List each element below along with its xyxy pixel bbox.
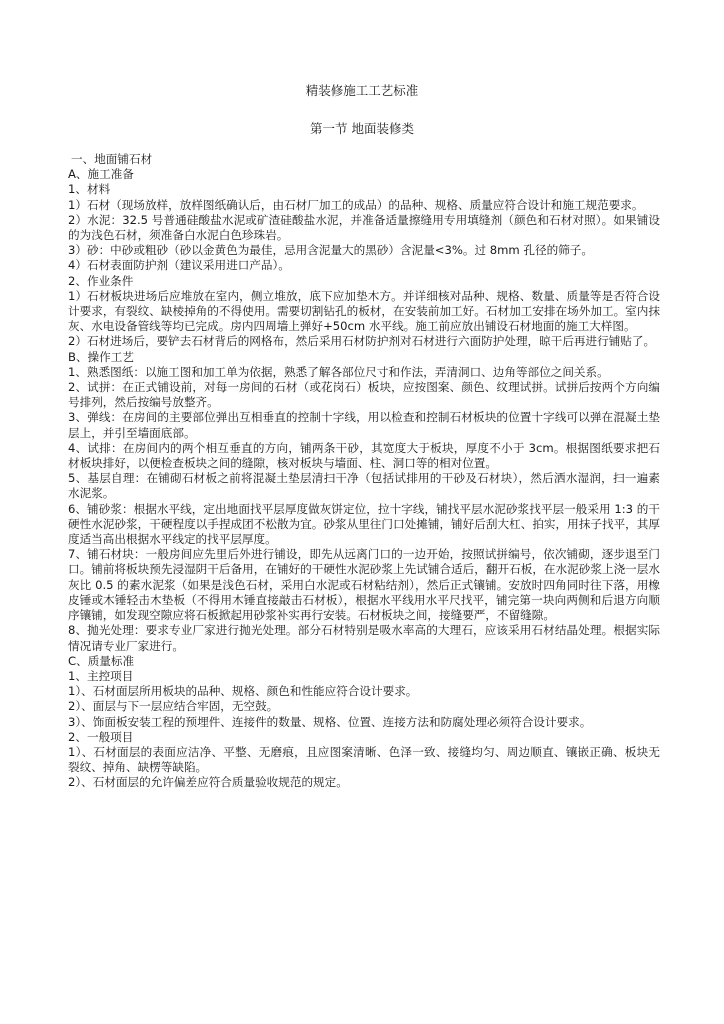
heading-level2: B、操作工艺 <box>68 349 134 364</box>
paragraph: 2）水泥：32.5 号普通硅酸盐水泥或矿渣硅酸盐水泥，并准备适量擦缝用专用填缝剂（颜色和石材对照）。如果铺设的为浅色石材，须准备白水泥白色珍珠岩。 <box>68 212 660 243</box>
document-title: 精装修施工工艺标准 <box>305 83 419 98</box>
document-body <box>68 152 660 791</box>
paragraph: 2）石材进场后，要铲去石材背后的网格布，然后采用石材防护剂对石材进行六面防护处理，晾干后再进行铺贴了。 <box>68 334 656 349</box>
paragraph: 5、基层自理：在铺砌石材板之前将混凝土垫层清扫干净（包括试排用的干砂及石材块），然后洒水湿润，扫一遍素水泥浆。 <box>68 471 660 501</box>
heading-level1: 一、地面铺石材 <box>71 152 153 166</box>
paragraph: 4、试排：在房间内的两个相互垂直的方向，铺两条干砂，其宽度大于板块，厚度不小于 3cm。根据图纸要求把石材板块排好，以便检查板块之间的缝隙，核对板块与墙面、柱、洞口等的相对位置。 <box>68 440 660 471</box>
paragraph: 8、抛光处理：要求专业厂家进行抛光处理。部分石材特别是吸水率高的大理石，应该采用石材结晶处理。根据实际情况请专业厂家进行。 <box>68 623 660 653</box>
heading-level3: 1、材料 <box>68 182 111 197</box>
paragraph: 2）、石材面层的允许偏差应符合质量验收规范的规定。 <box>68 775 348 790</box>
paragraph: 1、熟悉图纸：以施工图和加工单为依据，熟悉了解各部位尺寸和作法，弄清洞口、边角等部位之间关系。 <box>68 364 609 379</box>
paragraph: 1）石材（现场放样，放样图纸确认后，由石材厂加工的成品）的品种、规格、质量应符合设计和施工规范要求。 <box>68 197 644 212</box>
paragraph: 3、弹线：在房间的主要部位弹出互相垂直的控制十字线，用以检查和控制石材板块的位置十字线可以弹在混凝土垫层上，并引至墙面底部。 <box>68 410 660 440</box>
heading-level2: C、质量标准 <box>68 653 135 668</box>
paragraph: 4）石材表面防护剂（建议采用进口产品）。 <box>68 258 290 273</box>
heading-level3: 1、主控项目 <box>68 668 134 683</box>
heading-level3: 2、一般项目 <box>68 729 134 744</box>
heading-level3: 2、作业条件 <box>68 273 134 288</box>
paragraph: 3）砂：中砂或粗砂（砂以金黄色为最佳，忌用含泥量大的黑砂）含泥量<3%。过 8mm 孔径的筛子。 <box>68 243 593 258</box>
paragraph: 3）、饰面板安装工程的预埋件、连接件的数量、规格、位置、连接方法和防腐处理必须符合设计要求。 <box>68 714 592 729</box>
paragraph: 1）石材板块进场后应堆放在室内，侧立堆放，底下应加垫木方。并详细核对品种、规格、数量、质量等是否符合设计要求，有裂纹、缺棱掉角的不得使用。需要切割钻孔的板材，在安装前加工好。石材加工安排在场外加工。室内抹灰、水电设备管线等均已完成。房内四周墙上弹好+50cm 水平线。施工前应放出铺设石材地面的施工大样图。 <box>68 288 660 334</box>
paragraph: 1）、石材面层的表面应洁净、平整、无磨痕，且应图案清晰、色泽一致、接缝均匀、周边顺直、镶嵌正确、板块无裂纹、掉角、缺楞等缺陷。 <box>68 744 660 775</box>
paragraph: 2）、面层与下一层应结合牢固，无空鼓。 <box>68 699 279 714</box>
heading-level2: A、施工准备 <box>68 167 134 182</box>
paragraph: 2、试拼：在正式铺设前，对每一房间的石材（或花岗石）板块，应按图案、颜色、纹理试拼。试拼后按两个方向编号排列，然后按编号放整齐。 <box>68 380 660 410</box>
paragraph: 6、铺砂浆：根据水平线，定出地面找平层厚度做灰饼定位，拉十字线，铺找平层水泥砂浆找平层一般采用 1:3 的干硬性水泥砂浆，干硬程度以手捏成团不松散为宜。砂浆从里往门口处摊铺，铺好后刮大杠、拍实，用抹子找平，其厚度适当高出根据水平线定的找平层厚度。 <box>68 501 660 547</box>
paragraph: 1）、石材面层所用板块的品种、规格、颜色和性能应符合设计要求。 <box>68 684 418 699</box>
paragraph: 7、铺石材块：一般房间应先里后外进行铺设，即先从远离门口的一边开始，按照试拼编号，依次铺砌，逐步退至门口。铺前将板块预先浸湿阴干后备用，在铺好的干硬性水泥砂浆上先试铺合适后，翻开石板，在水泥砂浆上浇一层水灰比 0.5 的素水泥浆（如果是浅色石材，采用白水泥或石材粘结剂），然后正式镶铺。安放时四角同时往下落，用橡皮锤或木锤轻击木垫板（不得用木锤直接敲击石材板），根据水平线用水平尺找平，铺完第一块向两侧和后退方向顺序镶铺，如发现空隙应将石板掀起用砂浆补实再行安装。石材板块之间，接缝要严，不留缝隙。 <box>68 547 660 623</box>
section-title: 第一节 地面装修类 <box>310 121 414 136</box>
